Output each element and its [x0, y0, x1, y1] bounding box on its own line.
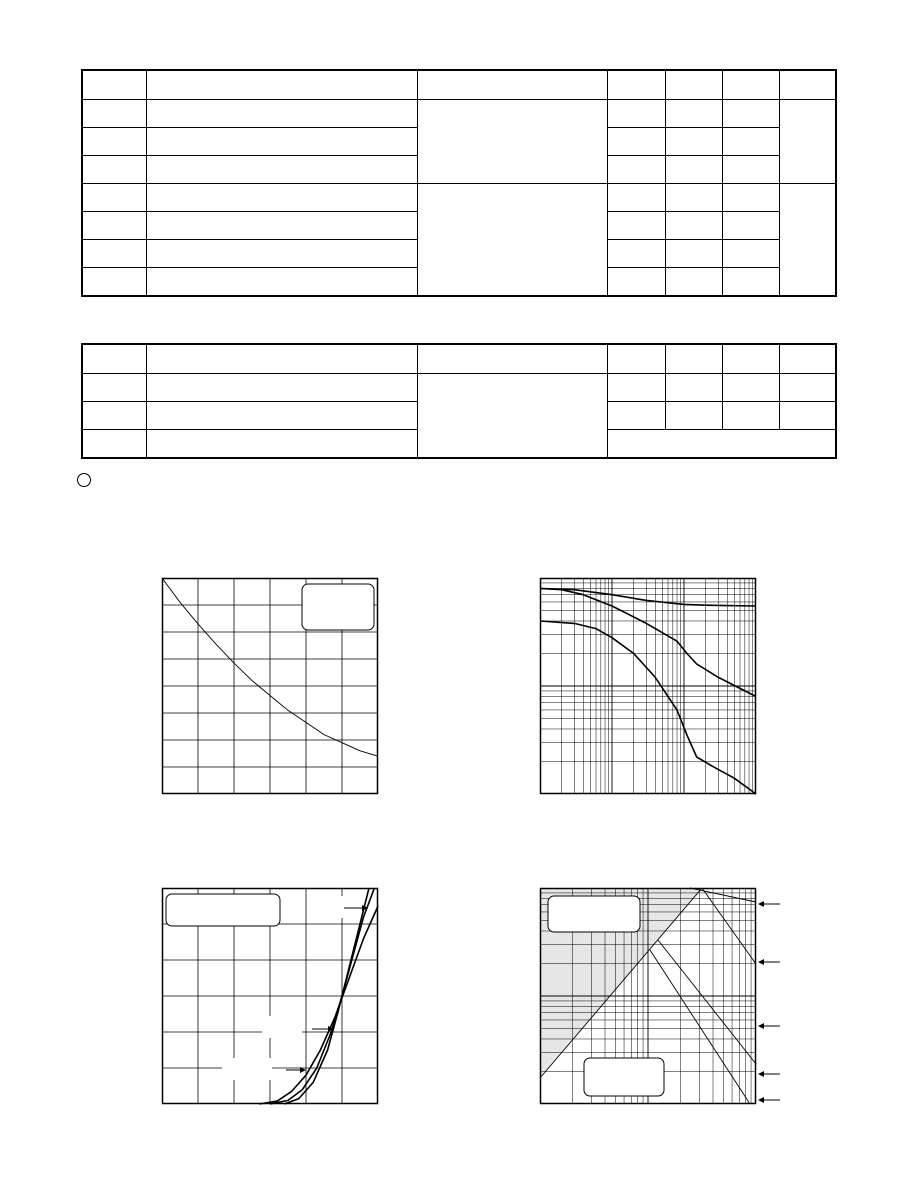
series-line — [540, 589, 756, 607]
table-cell — [722, 374, 779, 402]
table-cell — [608, 402, 666, 430]
table-header-cell — [722, 70, 779, 100]
table-cell — [147, 128, 417, 156]
table-cell — [82, 374, 147, 402]
arrow-markers — [758, 901, 780, 1103]
label-mask — [262, 1016, 302, 1038]
table-header-row — [82, 70, 836, 100]
table-cell — [665, 402, 722, 430]
table-header-cell — [608, 344, 666, 374]
graph-curves — [540, 589, 756, 795]
graph-bottom-right — [540, 888, 756, 1104]
table-cell — [147, 268, 417, 297]
table-header-cell — [722, 344, 779, 374]
table-cell — [147, 374, 417, 402]
table-cell — [608, 268, 666, 297]
label-mask — [222, 1058, 272, 1080]
table-cell — [147, 184, 417, 212]
graph-top-right — [540, 578, 756, 794]
table-cell — [665, 128, 722, 156]
diagonal-line — [650, 950, 750, 1104]
arrow-marker — [758, 901, 764, 907]
table-cell — [82, 268, 147, 297]
series-line — [540, 621, 756, 794]
table-cell — [82, 128, 147, 156]
table-cell — [417, 184, 607, 297]
legend-box — [584, 1058, 664, 1096]
table-header-cell — [779, 70, 836, 100]
table-cell — [147, 402, 417, 430]
table-header-cell — [82, 344, 147, 374]
table-cell — [665, 374, 722, 402]
legend-box — [302, 584, 374, 630]
table-cell — [147, 212, 417, 240]
table-cell — [665, 212, 722, 240]
graph-bottom-left — [162, 888, 378, 1104]
table-cell — [608, 184, 666, 212]
table-header-row — [82, 344, 836, 374]
table-cell — [779, 374, 836, 402]
table-cell — [722, 240, 779, 268]
table-header-cell — [147, 70, 417, 100]
table-cell — [608, 156, 666, 184]
table-cell — [722, 212, 779, 240]
legend-box — [548, 896, 640, 932]
table-cell — [417, 100, 607, 184]
table-cell — [608, 374, 666, 402]
graph-top-left — [162, 578, 378, 794]
table-cell — [82, 156, 147, 184]
table-cell — [82, 402, 147, 430]
table-row — [82, 100, 836, 128]
table-cell — [665, 240, 722, 268]
table-cell — [722, 100, 779, 128]
table-cell — [779, 100, 836, 184]
series-line — [259, 906, 378, 1104]
table-header-cell — [665, 344, 722, 374]
table-cell — [82, 212, 147, 240]
table-cell — [665, 156, 722, 184]
arrow-marker — [758, 1023, 764, 1029]
table-cell — [608, 240, 666, 268]
table-cell — [722, 402, 779, 430]
table-cell — [82, 430, 147, 459]
table-cell — [722, 128, 779, 156]
table-cell — [665, 184, 722, 212]
table-cell — [608, 100, 666, 128]
series-line — [540, 589, 756, 697]
table-cell — [779, 184, 836, 297]
graph-grid — [540, 578, 756, 794]
label-mask — [322, 896, 356, 918]
spec-table-1 — [81, 69, 837, 297]
table-cell — [147, 430, 417, 459]
arrow-marker — [758, 959, 764, 965]
table-cell — [147, 100, 417, 128]
arrow-marker — [758, 1071, 764, 1077]
legend-box — [166, 894, 280, 926]
table-header-cell — [417, 70, 607, 100]
table-cell — [722, 156, 779, 184]
table-cell — [147, 240, 417, 268]
table-cell — [608, 212, 666, 240]
table-cell — [665, 268, 722, 297]
table-cell — [608, 128, 666, 156]
arrow-marker — [758, 1097, 764, 1103]
table-cell — [779, 402, 836, 430]
table-cell — [82, 240, 147, 268]
table-cell — [147, 156, 417, 184]
table-header-cell — [779, 344, 836, 374]
table-cell — [722, 268, 779, 297]
table-header-cell — [147, 344, 417, 374]
table-header-cell — [417, 344, 607, 374]
diagonal-line — [658, 940, 756, 1064]
table-row — [82, 374, 836, 402]
diagonal-line — [690, 888, 756, 902]
table-cell — [608, 430, 836, 459]
table-header-cell — [82, 70, 147, 100]
spec-table-2 — [81, 343, 837, 459]
table-cell — [665, 100, 722, 128]
table-cell — [82, 100, 147, 128]
table-header-cell — [665, 70, 722, 100]
table-cell — [417, 374, 607, 459]
diagonal-line — [702, 888, 756, 964]
table-cell — [82, 184, 147, 212]
table-cell — [722, 184, 779, 212]
table-header-cell — [608, 70, 666, 100]
bullet-circle-icon — [77, 473, 91, 487]
table-row — [82, 184, 836, 212]
